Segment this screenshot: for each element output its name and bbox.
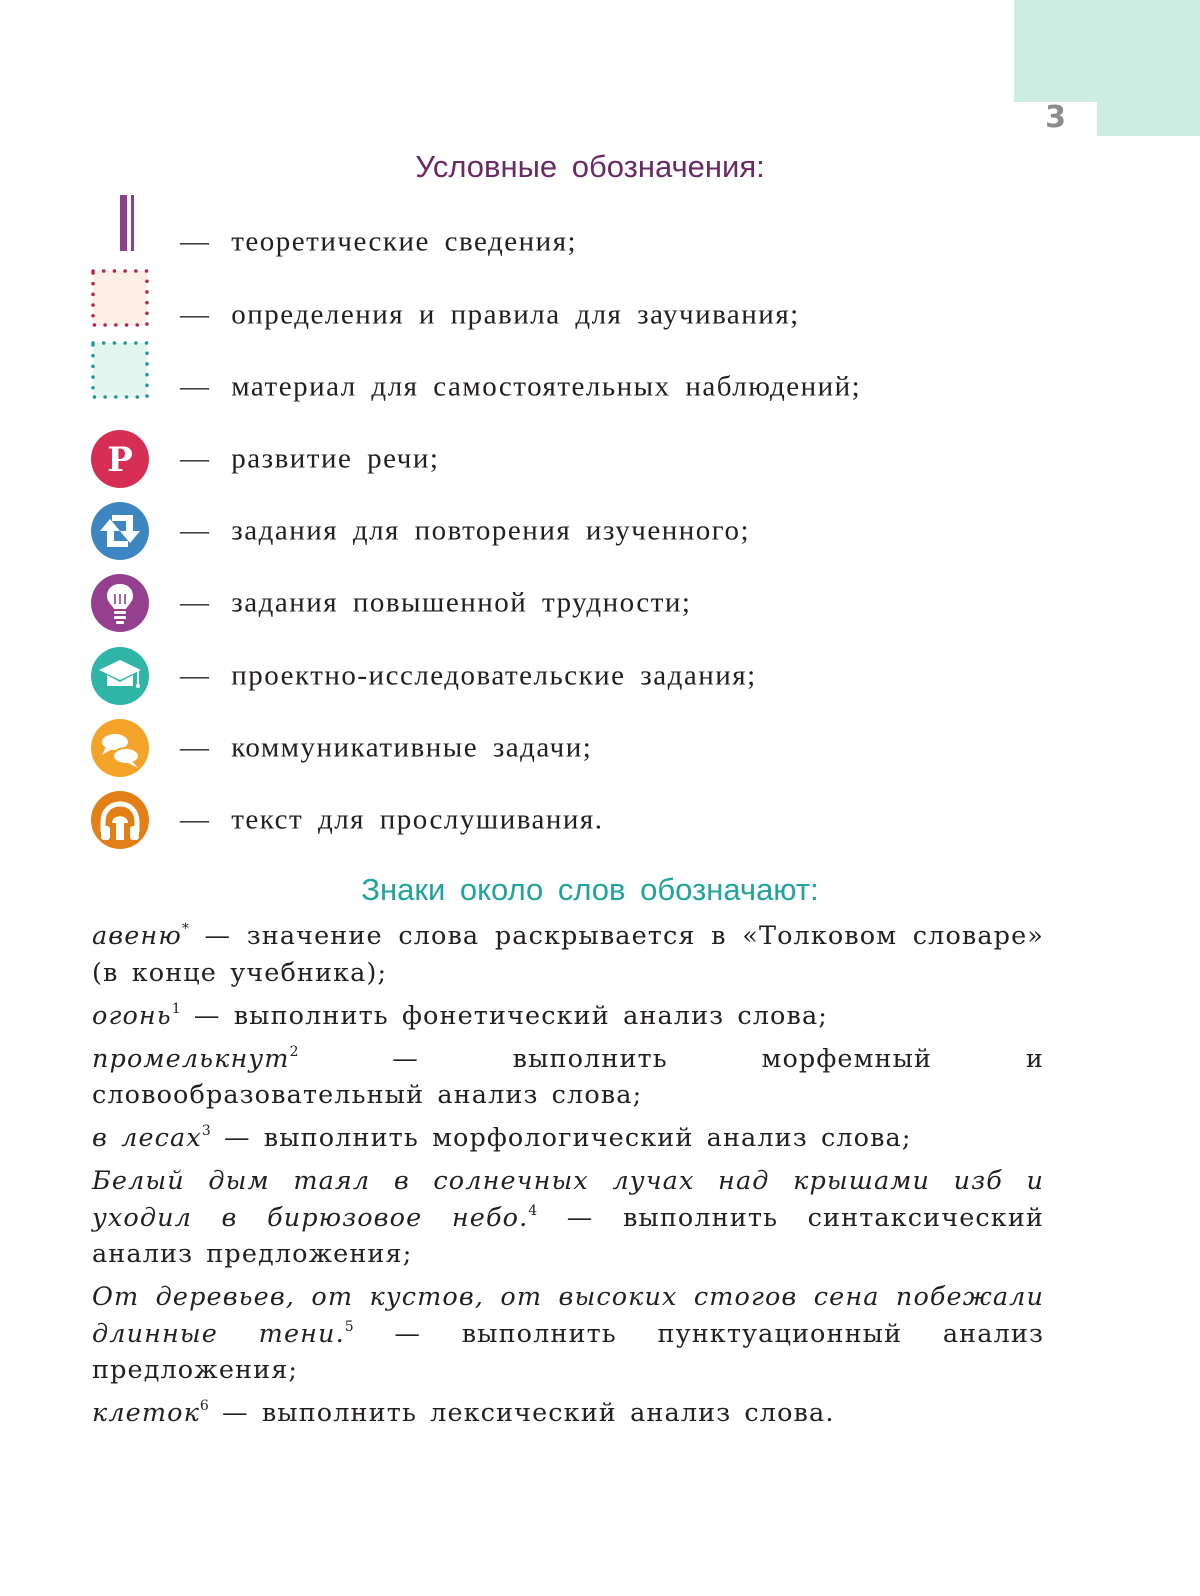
legend-label: развитие речи;: [231, 442, 440, 475]
dotted-pink-box-icon: [90, 268, 150, 328]
repeat-arrows-icon: [90, 501, 150, 561]
legend-label: задания для повторения изученного;: [231, 514, 751, 547]
sign-entry-morphological: в лесах$^3$ — выполнить морфологический анализ слова;: [92, 1123, 912, 1153]
page-number: 3: [1045, 100, 1066, 135]
legend-label: теоретические сведения;: [231, 225, 578, 258]
legend-item-communication: — коммуникативные задачи;: [90, 718, 1090, 778]
sign-entry-dictionary: авеню* — значение слова раскрывается в «Толковом словаре» (в конце учебника);: [92, 921, 1044, 988]
legend-label: материал для самостоятельных наблюдений;: [231, 370, 862, 403]
legend-item-project: — проектно-исследовательские задания;: [90, 646, 1090, 706]
svg-text:Р: Р: [107, 440, 133, 480]
sign-entry-morphemic: промелькнут$^2$ — выполнить морфемный и словообразовательный анализ слова;: [92, 1043, 1044, 1110]
legend-label: определения и правила для заучивания;: [231, 298, 800, 331]
lightbulb-icon: [90, 573, 150, 633]
legend-item-advanced: — задания повышенной трудности;: [90, 573, 1090, 633]
legend-label: задания повышенной трудности;: [231, 586, 692, 619]
legend-label: проектно-исследовательские задания;: [231, 659, 757, 692]
legend-item-review: — задания для повторения изученного;: [90, 501, 1090, 561]
legend-item-observations: — материал для самостоятельных наблюдений;: [90, 340, 1090, 400]
speech-bubbles-icon: [90, 718, 150, 778]
legend-label: текст для прослушивания.: [231, 803, 604, 836]
graduation-cap-icon: [90, 646, 150, 706]
sign-entry-punctuation: От деревьев, от кустов, от высоких стогов сена побежали длинные тени.$^5$ — выполнить пунктуационный анализ предложения;: [92, 1282, 1044, 1385]
corner-decoration: [1014, 0, 1200, 102]
legend-item-speech: Р — развитие речи;: [90, 429, 1090, 489]
speech-development-p-icon: [90, 429, 150, 489]
legend-item-theory: — теоретические сведения;: [90, 195, 1090, 255]
sign-entry-lexical: клеток$^6$ — выполнить лексический анализ слова.: [92, 1398, 835, 1428]
dotted-teal-box-icon: [90, 340, 150, 400]
sign-entry-phonetic: огонь$^1$ — выполнить фонетический анализ слова;: [92, 1000, 828, 1031]
signs-heading: Знаки около слов обозначают:: [361, 872, 819, 907]
legend-heading: Условные обозначения:: [415, 149, 765, 184]
legend-label: коммуникативные задачи;: [231, 731, 593, 764]
corner-tab-decoration: [1097, 102, 1200, 136]
legend-item-listening: — текст для прослушивания.: [90, 790, 1090, 850]
double-bar-icon: [90, 195, 150, 255]
sign-entry-syntactic: Белый дым таял в солнечных лучах над крышами изб и уходил в бирюзовое небо.$^4$ — выполнить синтаксический анализ предложения;: [92, 1166, 1045, 1269]
signs-list: [92, 918, 1044, 1438]
legend-item-definitions: — определения и правила для заучивания;: [90, 268, 1090, 328]
headphones-icon: [90, 790, 150, 850]
